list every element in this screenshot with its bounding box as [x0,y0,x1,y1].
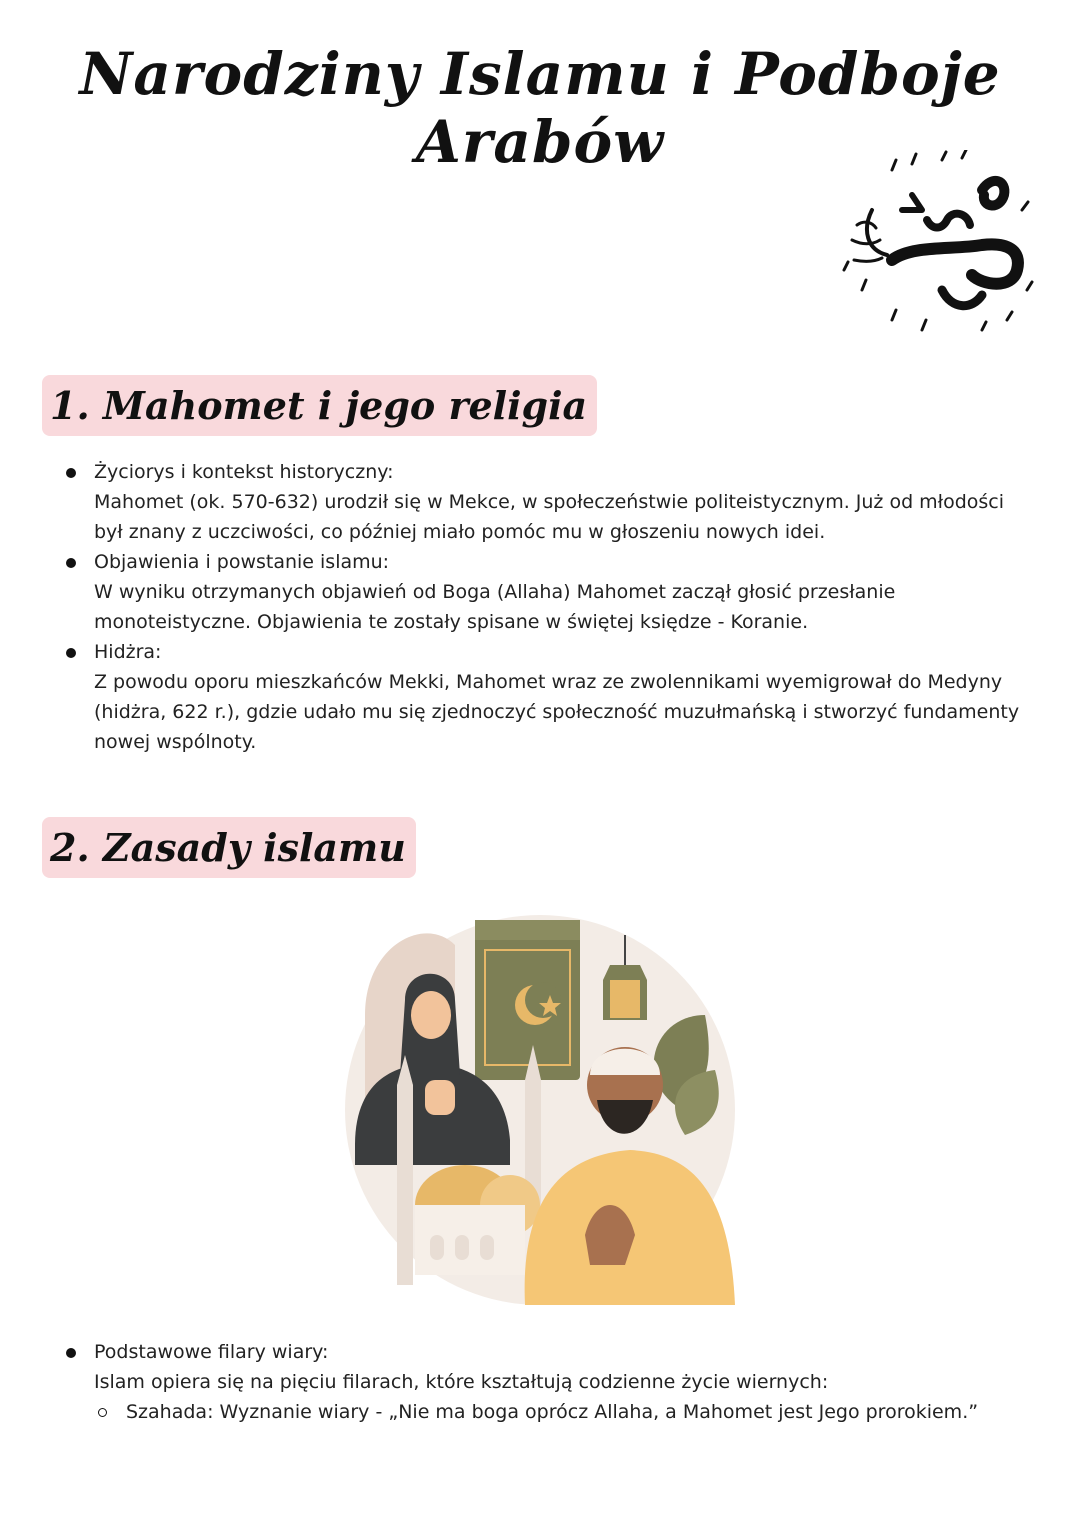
praying-muslims-illustration [335,905,745,1305]
list-item-text: W wyniku otrzymanych objawień od Boga (Allaha) Mahomet zaczął głosić przesłanie monoteistyczne. Objawienia te zostały spisane w świętej księdze - Koranie. [94,581,896,633]
list-item [62,457,1022,547]
list-item-label: Hidżra: [94,641,162,663]
list-item-label: Objawienia i powstanie islamu: [94,551,390,573]
sublist-item: Szahada: Wyznanie wiary - „Nie ma boga oprócz Allaha, a Mahomet jest Jego prorokiem.” [94,1397,1022,1427]
list-item [62,637,1022,757]
muhammad-calligraphy-icon [832,150,1038,350]
page-title: Narodziny Islamu i Podboje Arabów [79,40,1001,176]
pillars-sublist [94,1397,1022,1427]
zasady-notes-list [62,1337,1022,1427]
list-item [62,1337,1022,1427]
list-item-text: Mahomet (ok. 570-632) urodził się w Mekce, w społeczeństwie politeistycznym. Już od młodości był znany z uczciwości, co później miało pomóc mu w głoszeniu nowych idei. [94,491,1005,543]
list-item-text: Z powodu oporu mieszkańców Mekki, Mahomet wraz ze zwolennikami wyemigrował do Medyny (hidżra, 622 r.), gdzie udało mu się zjednoczyć społeczność muzułmańską i stworzyć fundamenty nowej wspólnoty. [94,671,1020,753]
section-heading-mahomet: 1. Mahomet i jego religia [42,375,597,436]
list-item-label: Życiorys i kontekst historyczny: [94,461,394,483]
section-heading-zasady: 2. Zasady islamu [42,817,416,878]
mahomet-notes-list [62,457,1022,757]
list-item-label: Podstawowe filary wiary: [94,1341,329,1363]
list-item-text: Islam opiera się na pięciu filarach, które kształtują codzienne życie wiernych: [94,1371,829,1393]
list-item [62,547,1022,637]
